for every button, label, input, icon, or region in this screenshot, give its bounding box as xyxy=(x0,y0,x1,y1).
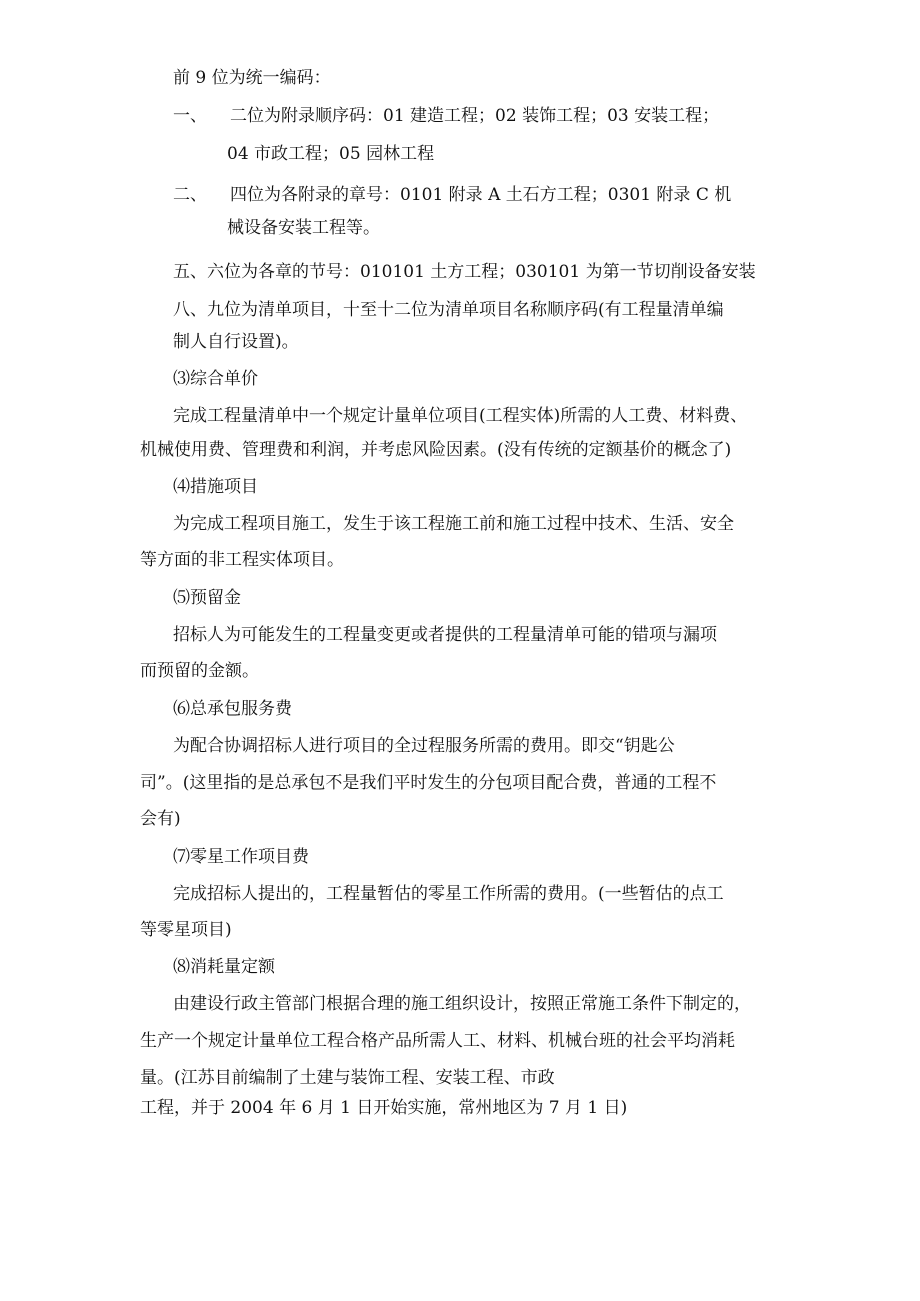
paragraph-item-code-cont: 制人自行设置)。 xyxy=(173,332,299,352)
section-3-body: 完成工程量清单中一个规定计量单位项目(工程实体)所需的人工费、材料费、 xyxy=(173,406,748,426)
section-5-body-cont: 而预留的金额。 xyxy=(140,661,259,681)
item-2-text-cont: 械设备安装工程等。 xyxy=(227,218,380,238)
item-1-number: 一、 xyxy=(173,106,207,126)
section-4-heading: ⑷措施项目 xyxy=(173,477,258,497)
section-8-body-cont-2: 量。(江苏目前编制了土建与装饰工程、安装工程、市政 xyxy=(140,1068,555,1088)
section-6-body: 为配合协调招标人进行项目的全过程服务所需的费用。即交“钥匙公 xyxy=(173,736,675,756)
section-6-body-end: 会有) xyxy=(140,809,181,829)
item-2-text: 四位为各附录的章号：0101 附录 A 土石方工程；0301 附录 C 机 xyxy=(230,185,732,205)
item-1-text-cont: 04 市政工程；05 园林工程 xyxy=(227,144,435,164)
section-3-heading: ⑶综合单价 xyxy=(173,369,258,389)
section-8-body-end: 工程，并于 2004 年 6 月 1 日开始实施，常州地区为 7 月 1 日) xyxy=(140,1098,628,1118)
section-8-heading: ⑻消耗量定额 xyxy=(173,957,275,977)
section-4-body: 为完成工程项目施工，发生于该工程施工前和施工过程中技术、生活、安全 xyxy=(173,514,734,534)
section-6-heading: ⑹总承包服务费 xyxy=(173,699,292,719)
section-7-body: 完成招标人提出的，工程量暂估的零星工作所需的费用。(一些暂估的点工 xyxy=(173,884,724,904)
paragraph-item-code: 八、九位为清单项目，十至十二位为清单项目名称顺序码(有工程量清单编 xyxy=(173,300,724,320)
item-1-text: 二位为附录顺序码：01 建造工程；02 装饰工程；03 安装工程； xyxy=(230,106,720,126)
section-5-body: 招标人为可能发生的工程量变更或者提供的工程量清单可能的错项与漏项 xyxy=(173,625,717,645)
section-8-body: 由建设行政主管部门根据合理的施工组织设计，按照正常施工条件下制定的， xyxy=(173,994,751,1014)
intro-text: 前 9 位为统一编码： xyxy=(173,68,331,88)
section-7-heading: ⑺零星工作项目费 xyxy=(173,847,309,867)
section-4-body-cont: 等方面的非工程实体项目。 xyxy=(140,550,344,570)
section-8-body-cont: 生产一个规定计量单位工程合格产品所需人工、材料、机械台班的社会平均消耗 xyxy=(140,1031,735,1051)
item-2-number: 二、 xyxy=(173,185,207,205)
section-3-body-cont: 机械使用费、管理费和利润，并考虑风险因素。(没有传统的定额基价的概念了) xyxy=(140,440,732,460)
section-7-body-cont: 等零星项目) xyxy=(140,920,232,940)
section-6-body-cont: 司”。(这里指的是总承包不是我们平时发生的分包项目配合费，普通的工程不 xyxy=(140,773,717,793)
paragraph-section-code: 五、六位为各章的节号：010101 土方工程；030101 为第一节切削设备安装 xyxy=(173,262,756,282)
section-5-heading: ⑸预留金 xyxy=(173,588,241,608)
